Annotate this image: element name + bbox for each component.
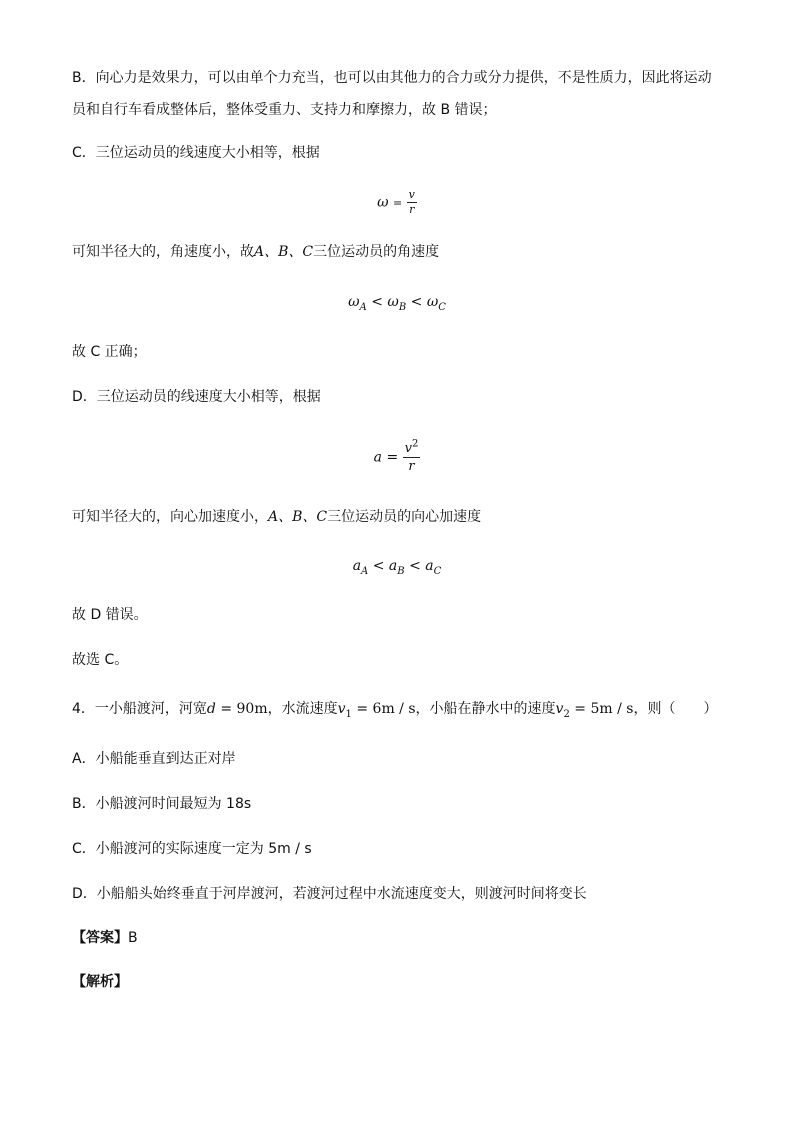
c-formula-angular-order: $\omega_A < \omega_B < \omega_C$ (348, 294, 446, 313)
c-formula-fraction: $\frac{v}{r}$ (408, 188, 415, 216)
b-explanation-line1: B．向心力是效果力，可以由单个力充当，也可以由其他力的合力或分力提供，不是性质力，因此将运动 (72, 70, 712, 86)
answer-label: 【答案】 (72, 930, 128, 946)
d-formula-accel: a = $\frac{v^2}{r}$ (373, 438, 419, 474)
d-formula-accel-order: $a_A < a_B < a_C$ (352, 558, 442, 577)
d-formula-fraction: $\frac{v^2}{r}$ (404, 438, 419, 474)
d-explanation-line1: D．三位运动员的线速度大小相等，根据 (72, 389, 321, 405)
d-conclusion: 故 D 错误。 (72, 607, 148, 623)
question-4-stem: 4．一小船渡河，河宽d = 90m，水流速度$v_1 = 6m / s$，小船在静水中的速度$v_2 = 5m / s$，则（ ） (72, 701, 718, 720)
d-explanation-line2: 可知半径大的，向心加速度小，A、B、C三位运动员的向心加速度 (72, 509, 482, 525)
question-4-option-b: B．小船渡河时间最短为 18s (72, 796, 252, 812)
c-conclusion: 故 C 正确； (72, 344, 147, 360)
c-explanation-line1: C．三位运动员的线速度大小相等，根据 (72, 145, 320, 161)
analysis-label: 【解析】 (72, 974, 128, 990)
question-4-option-d: D．小船船头始终垂直于河岸渡河，若渡河过程中水流速度变大，则渡河时间将变长 (72, 886, 587, 902)
answer-line (72, 928, 138, 948)
question-4-option-c: C．小船渡河的实际速度一定为 5m / s (72, 841, 312, 857)
c-formula-omega: ω = $\frac{v}{r}$ (377, 188, 415, 216)
final-choice: 故选 C。 (72, 652, 129, 668)
question-4-option-a: A．小船能垂直到达正对岸 (72, 751, 236, 767)
b-explanation-line2: 员和自行车看成整体后，整体受重力、支持力和摩擦力，故 B 错误； (72, 102, 497, 118)
answer-value: B (128, 930, 138, 946)
c-explanation-line2: 可知半径大的，角速度小，故A、B、C三位运动员的角速度 (72, 244, 440, 260)
